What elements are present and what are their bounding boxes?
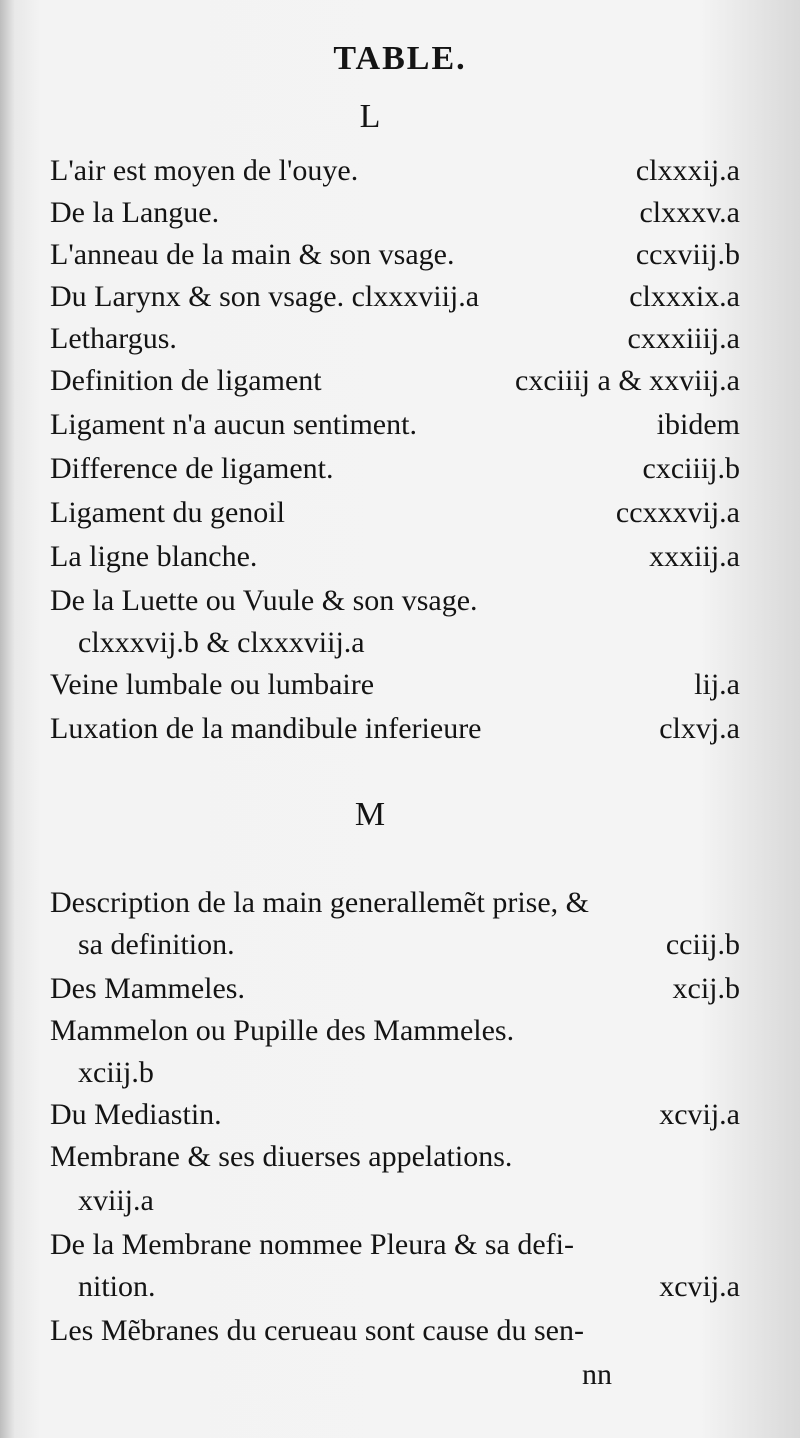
entry-text: De la Luette ou Vuule & son vsage. <box>50 584 478 617</box>
index-entry-continuation <box>50 622 740 664</box>
entry-text: Ligament n'a aucun sentiment. <box>50 408 417 441</box>
entry-text: Les Mẽbranes du cerueau sont cause du sen- <box>50 1314 584 1347</box>
index-entry <box>50 708 740 750</box>
index-entry <box>50 234 740 276</box>
entry-text: Du Mediastin. <box>50 1098 222 1131</box>
index-entry <box>50 192 740 234</box>
entry-ref: cxciiij.b <box>642 452 740 485</box>
index-entry <box>50 1310 740 1352</box>
index-entry-continuation <box>50 1052 740 1094</box>
entry-text: L'air est moyen de l'ouye. <box>50 154 359 187</box>
index-entry <box>50 1010 740 1052</box>
index-entry <box>50 536 740 578</box>
index-entry <box>50 968 740 1010</box>
entry-ref: xcij.b <box>672 972 740 1005</box>
entry-ref: xxxiij.a <box>649 540 740 573</box>
entry-ref: ibidem <box>656 408 740 441</box>
entry-text: Description de la main generallemẽt prise, & <box>50 886 589 919</box>
index-entry <box>50 1094 740 1136</box>
index-entry-continuation <box>50 924 740 966</box>
entry-ref: clxxxix.a <box>629 280 740 313</box>
entry-ref: ccxxxvij.a <box>615 496 740 529</box>
entry-text: Luxation de la mandibule inferieure <box>50 712 482 745</box>
entry-ref: clxvj.a <box>659 712 740 745</box>
entry-text: Membrane & ses diuerses appelations. <box>50 1140 513 1173</box>
entry-text: clxxxvij.b & clxxxviij.a <box>78 626 365 659</box>
index-entry <box>50 276 740 318</box>
entry-ref: xcvij.a <box>659 1270 740 1303</box>
entry-text: Difference de ligament. <box>50 452 334 485</box>
entry-text: La ligne blanche. <box>50 540 258 573</box>
section-letter-m: M <box>354 796 386 833</box>
catchword-line <box>50 1354 740 1396</box>
entry-ref: ccxviij.b <box>635 238 740 271</box>
entry-text: De la Membrane nommee Pleura & sa defi- <box>50 1228 574 1261</box>
index-entry <box>50 1224 740 1266</box>
entry-ref: clxxxv.a <box>639 196 740 229</box>
page-edge-shadow <box>0 0 14 1438</box>
entry-ref: lij.a <box>694 668 740 701</box>
section-letter-l: L <box>359 98 381 135</box>
entry-text: Des Mammeles. <box>50 972 245 1005</box>
index-entry <box>50 318 740 360</box>
catchword: nn <box>582 1358 612 1391</box>
index-entry <box>50 448 740 490</box>
entry-ref: cxciiij a & xxviij.a <box>515 364 740 397</box>
index-entry <box>50 580 740 622</box>
entry-text: Ligament du genoil <box>50 496 285 529</box>
entry-text: L'anneau de la main & son vsage. <box>50 238 455 271</box>
entry-text: Lethargus. <box>50 322 177 355</box>
entry-text: Mammelon ou Pupille des Mammeles. <box>50 1014 515 1047</box>
entry-ref: clxxxij.a <box>635 154 740 187</box>
index-entry-continuation <box>50 1180 740 1222</box>
index-entry-continuation <box>50 1266 740 1308</box>
entry-text: Du Larynx & son vsage. clxxxviij.a <box>50 280 480 313</box>
entry-text: sa definition. <box>78 928 235 961</box>
index-entry <box>50 404 740 446</box>
entry-text: xviij.a <box>78 1184 154 1217</box>
entry-text: Veine lumbale ou lumbaire <box>50 668 375 701</box>
entry-ref: cxxxiiij.a <box>627 322 740 355</box>
index-entry <box>50 1136 740 1178</box>
page-header: TABLE. <box>333 40 467 77</box>
entry-ref: xcvij.a <box>659 1098 740 1131</box>
entry-text: xciij.b <box>78 1056 154 1089</box>
entry-text: De la Langue. <box>50 196 220 229</box>
index-entry <box>50 360 740 402</box>
index-entry <box>50 150 740 192</box>
index-entry <box>50 882 740 924</box>
entry-text: nition. <box>78 1270 156 1303</box>
entry-text: Definition de ligament <box>50 364 322 397</box>
entry-ref: cciij.b <box>665 928 740 961</box>
index-entry <box>50 492 740 534</box>
index-entry <box>50 664 740 706</box>
